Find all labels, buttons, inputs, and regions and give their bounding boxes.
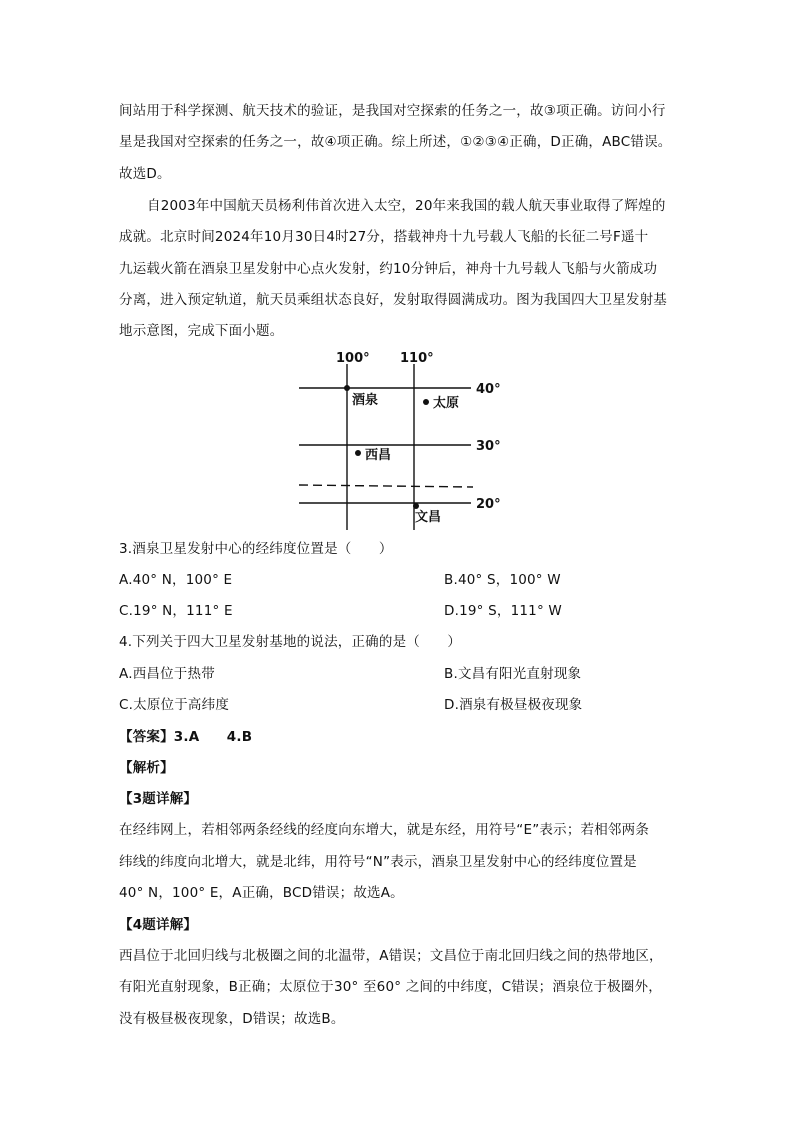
analysis-heading: 【解析】: [119, 760, 174, 776]
lat-label-20: 20°: [476, 497, 501, 512]
tropic-dashed-line: [299, 485, 473, 487]
site-wenchang-label: 文昌: [415, 510, 442, 525]
map-svg: [290, 346, 501, 532]
lat-label-30: 30°: [476, 439, 501, 454]
answer-line: 【答案】3.A 4.B: [119, 729, 253, 745]
lat-label-40: 40°: [476, 382, 501, 397]
paragraph-line: 间站用于科学探测、航天技术的验证，是我国对空探索的任务之一，故③项正确。访问小行: [119, 103, 666, 119]
q3-detail-heading: 【3题详解】: [119, 791, 198, 807]
q4-detail-line: 没有极昼极夜现象，D错误；故选B。: [119, 1011, 345, 1027]
site-xichang-dot: [355, 450, 361, 456]
paragraph-line: 分离，进入预定轨道，航天员乘组状态良好，发射取得圆满成功。图为我国四大卫星发射基: [119, 292, 667, 308]
site-xichang-label: 西昌: [365, 448, 392, 463]
q3-option-c: C.19° N，111° E: [119, 603, 233, 619]
q4-option-c: C.太原位于高纬度: [119, 697, 230, 713]
site-taiyuan-dot: [423, 399, 429, 405]
q3-option-a: A.40° N，100° E: [119, 572, 233, 588]
q4-detail-line: 西昌位于北回归线与北极圈之间的北温带，A错误；文昌位于南北回归线之间的热带地区，: [119, 948, 663, 964]
paragraph-line: 地示意图，完成下面小题。: [119, 323, 284, 339]
site-taiyuan-label: 太原: [433, 396, 460, 411]
paragraph-line: 成就。北京时间2024年10月30日4时27分，搭载神舟十九号载人飞船的长征二号F遥十: [119, 229, 649, 245]
q3-option-b: B.40° S，100° W: [444, 572, 561, 588]
q3-detail-line: 在经纬网上，若相邻两条经线的经度向东增大，就是东经，用符号“E”表示；若相邻两条: [119, 822, 650, 838]
paragraph-line: 故选D。: [119, 166, 171, 182]
paragraph-line: 九运载火箭在酒泉卫星发射中心点火发射，约10分钟后，神舟十九号载人飞船与火箭成功: [119, 261, 658, 277]
q4-detail-heading: 【4题详解】: [119, 917, 198, 933]
lon-label-110: 110°: [400, 351, 434, 366]
site-wenchang-dot: [413, 503, 419, 509]
q4-stem: 4.下列关于四大卫星发射基地的说法，正确的是（ ）: [119, 634, 462, 650]
launch-sites-map: [290, 346, 501, 532]
site-jiuquan-label: 酒泉: [352, 393, 379, 408]
q4-option-a: A.西昌位于热带: [119, 666, 215, 682]
q4-detail-line: 有阳光直射现象，B正确；太原位于30° 至60° 之间的中纬度，C错误；酒泉位于极圈外，: [119, 979, 662, 995]
q3-option-d: D.19° S，111° W: [444, 603, 562, 619]
q4-option-b: B.文昌有阳光直射现象: [444, 666, 582, 682]
paragraph-line: 星是我国对空探索的任务之一，故④项正确。综上所述，①②③④正确，D正确，ABC错误。: [119, 134, 672, 150]
q3-detail-line: 纬线的纬度向北增大，就是北纬，用符号“N”表示，酒泉卫星发射中心的经纬度位置是: [119, 854, 637, 870]
paragraph-line: 自2003年中国航天员杨利伟首次进入太空，20年来我国的载人航天事业取得了辉煌的: [147, 198, 666, 214]
site-jiuquan-dot: [344, 385, 350, 391]
lon-label-100: 100°: [336, 351, 370, 366]
q4-option-d: D.酒泉有极昼极夜现象: [444, 697, 583, 713]
q3-detail-line: 40° N，100° E，A正确，BCD错误；故选A。: [119, 885, 404, 901]
q3-stem: 3.酒泉卫星发射中心的经纬度位置是（ ）: [119, 541, 393, 557]
